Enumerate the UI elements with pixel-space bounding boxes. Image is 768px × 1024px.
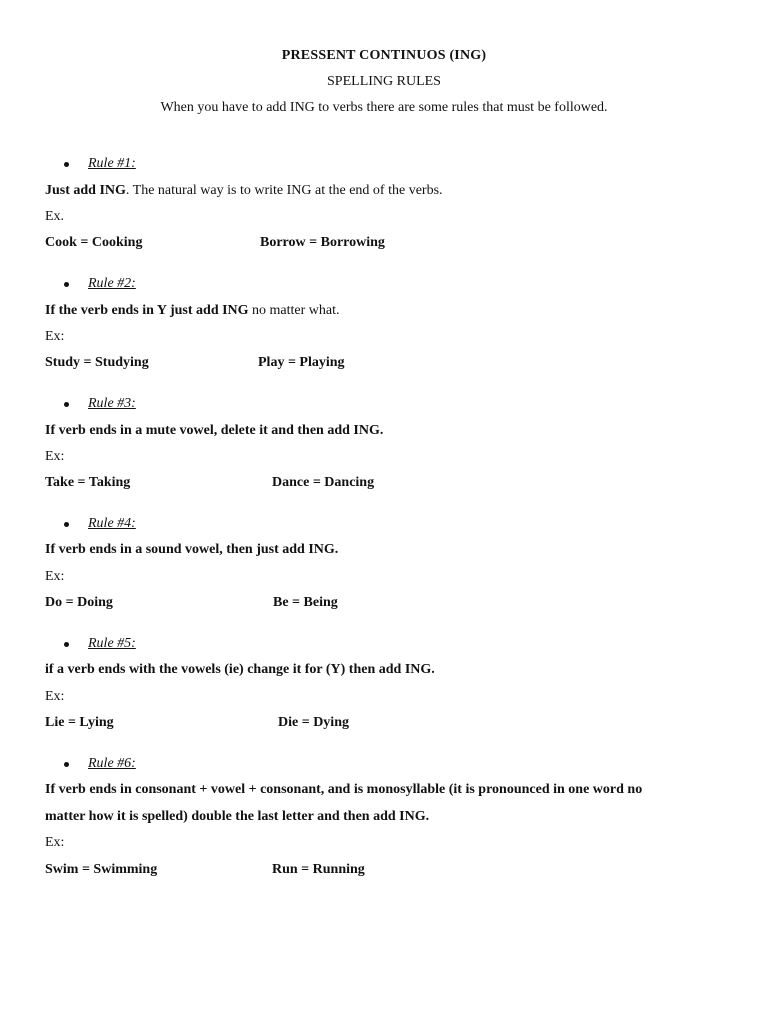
- rule-2-desc-bold: If the verb ends in Y just add ING: [45, 303, 249, 318]
- rule-1-desc-rest: . The natural way is to write ING at the end of the verbs.: [125, 183, 443, 198]
- rule-6-heading: [64, 755, 136, 773]
- rule-6-example-right: Run = Running: [272, 862, 365, 877]
- rule-4-name: Rule #4:: [88, 516, 136, 531]
- rule-1-desc-bold: Just add ING: [45, 183, 126, 198]
- rule-5-example-left: Lie = Lying: [45, 715, 114, 730]
- rule-3-example-right: Dance = Dancing: [272, 475, 375, 490]
- page-title: PRESSENT CONTINUOS (ING): [281, 48, 487, 63]
- rule-1-ex-label: Ex.: [45, 209, 65, 224]
- bullet-icon: [64, 522, 69, 527]
- rule-4-ex-label: Ex:: [45, 569, 65, 584]
- rule-6-ex-label: Ex:: [45, 835, 65, 850]
- rule-2-name: Rule #2:: [88, 276, 136, 291]
- rule-2-example-right: Play = Playing: [258, 355, 345, 370]
- rule-4-heading: [64, 515, 136, 533]
- rule-5-example-right: Die = Dying: [278, 715, 349, 730]
- rule-3-description: If verb ends in a mute vowel, delete it and then add ING.: [45, 423, 384, 438]
- rule-2-example-left: Study = Studying: [45, 355, 149, 370]
- rule-6-description-line-2: matter how it is spelled) double the last letter and then add ING.: [45, 809, 430, 824]
- rule-4-example-right: Be = Being: [273, 595, 338, 610]
- rule-2-ex-label: Ex:: [45, 329, 65, 344]
- rule-1-name: Rule #1:: [88, 156, 136, 171]
- bullet-icon: [64, 402, 69, 407]
- page-subtitle: SPELLING RULES: [327, 74, 441, 89]
- rule-4-example-left: Do = Doing: [45, 595, 113, 610]
- rule-3-heading: [64, 395, 136, 413]
- rule-2-description: [45, 303, 340, 319]
- rule-3-ex-label: Ex:: [45, 449, 65, 464]
- rule-1-example-right: Borrow = Borrowing: [260, 235, 385, 250]
- rule-3-example-left: Take = Taking: [45, 475, 131, 490]
- rule-4-description: If verb ends in a sound vowel, then just add ING.: [45, 542, 339, 557]
- rule-5-name: Rule #5:: [88, 636, 136, 651]
- rule-5-description: if a verb ends with the vowels (ie) change it for (Y) then add ING.: [45, 662, 435, 677]
- rule-2-heading: [64, 275, 136, 293]
- rule-3-name: Rule #3:: [88, 396, 136, 411]
- bullet-icon: [64, 762, 69, 767]
- intro-text: When you have to add ING to verbs there are some rules that must be followed.: [160, 100, 608, 115]
- rule-6-example-left: Swim = Swimming: [45, 862, 158, 877]
- rule-1-heading: [64, 155, 136, 173]
- rule-6-name: Rule #6:: [88, 756, 136, 771]
- rule-6-description-line-1: If verb ends in consonant + vowel + consonant, and is monosyllable (it is pronounced in one word no: [45, 782, 643, 797]
- rule-5-heading: [64, 635, 136, 653]
- rule-5-ex-label: Ex:: [45, 689, 65, 704]
- rule-1-example-left: Cook = Cooking: [45, 235, 143, 250]
- bullet-icon: [64, 642, 69, 647]
- rule-2-desc-rest: no matter what.: [248, 303, 340, 318]
- rule-1-description: [45, 183, 443, 199]
- bullet-icon: [64, 282, 69, 287]
- bullet-icon: [64, 162, 69, 167]
